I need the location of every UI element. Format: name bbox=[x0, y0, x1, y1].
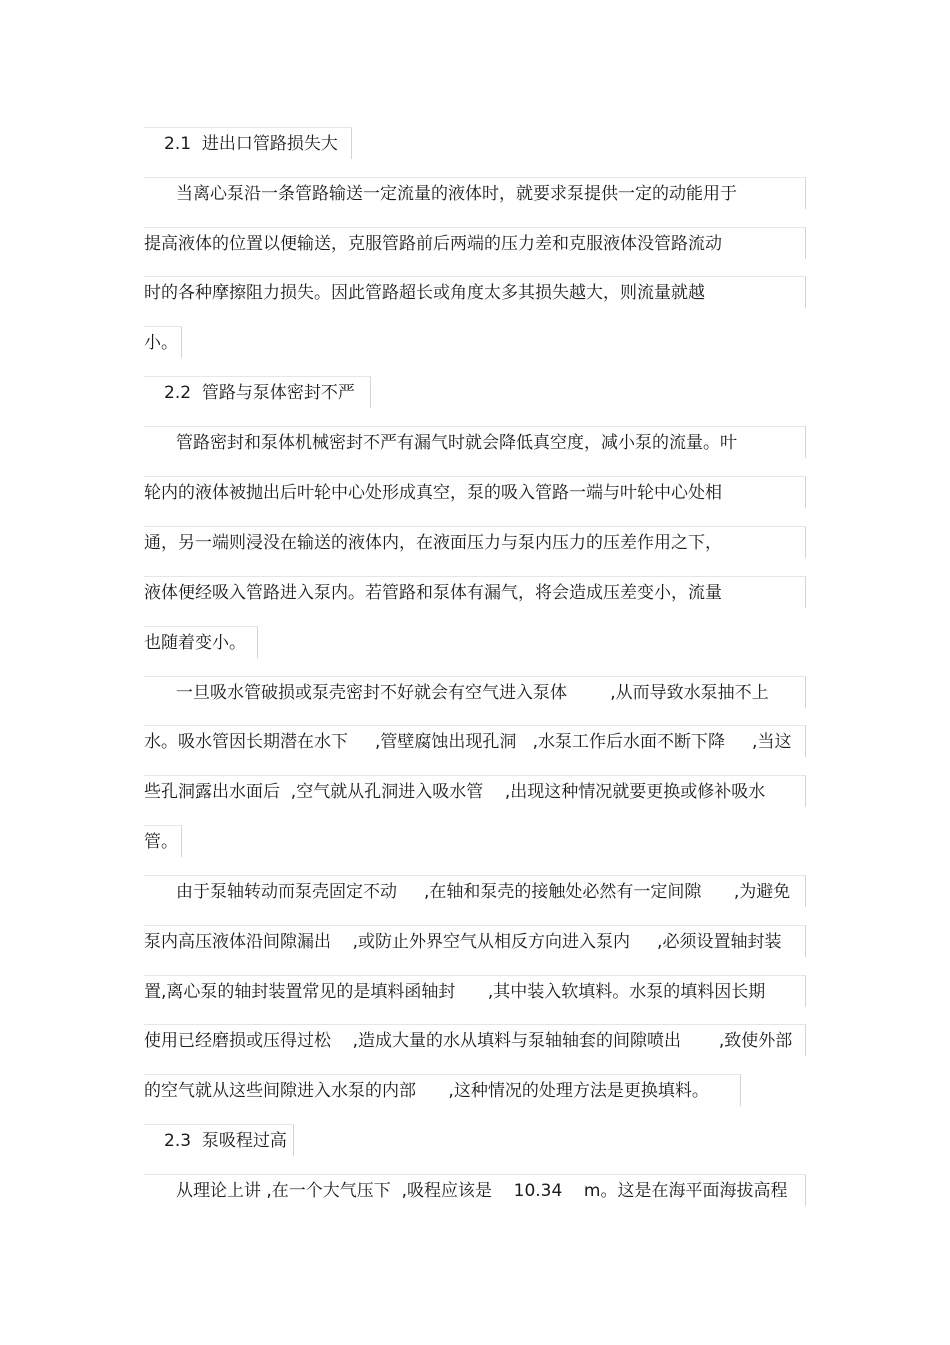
paragraph-line: 液体便经吸入管路进入泵内。若管路和泵体有漏气，将会造成压差变小，流量 bbox=[144, 576, 806, 608]
paragraph-line: 提高液体的位置以便输送，克服管路前后两端的压力差和克服液体没管路流动 bbox=[144, 227, 806, 259]
paragraph-line: 的空气就从这些间隙进入水泵的内部 ,这种情况的处理方法是更换填料。 bbox=[144, 1074, 741, 1106]
paragraph-line: 管。 bbox=[144, 825, 182, 857]
paragraph-line: 通，另一端则浸没在输送的液体内，在液面压力与泵内压力的压差作用之下， bbox=[144, 526, 806, 558]
paragraph-line: 泵内高压液体沿间隙漏出 ,或防止外界空气从相反方向进入泵内 ,必须设置轴封装 bbox=[144, 925, 806, 957]
paragraph-line: 当离心泵沿一条管路输送一定流量的液体时，就要求泵提供一定的动能用于 bbox=[144, 177, 806, 209]
paragraph-line: 也随着变小。 bbox=[144, 626, 258, 658]
paragraph-line: 从理论上讲 ,在一个大气压下 ,吸程应该是 10.34 m。这是在海平面海拔高程 bbox=[144, 1174, 806, 1206]
paragraph-line: 轮内的液体被抛出后叶轮中心处形成真空，泵的吸入管路一端与叶轮中心处相 bbox=[144, 476, 806, 508]
paragraph-line: 使用已经磨损或压得过松 ,造成大量的水从填料与泵轴轴套的间隙喷出 ,致使外部 bbox=[144, 1024, 806, 1056]
paragraph-line: 些孔洞露出水面后 ,空气就从孔洞进入吸水管 ,出现这种情况就要更换或修补吸水 bbox=[144, 775, 806, 807]
paragraph-line: 由于泵轴转动而泵壳固定不动 ,在轴和泵壳的接触处必然有一定间隙 ,为避免 bbox=[144, 875, 806, 907]
section-heading-2-3: 2.3 泵吸程过高 bbox=[144, 1124, 294, 1156]
paragraph-line: 小。 bbox=[144, 326, 182, 358]
paragraph-line: 时的各种摩擦阻力损失。因此管路超长或角度太多其损失越大，则流量就越 bbox=[144, 276, 806, 308]
paragraph-line: 水。吸水管因长期潜在水下 ,管壁腐蚀出现孔洞 ,水泵工作后水面不断下降 ,当这 bbox=[144, 725, 806, 757]
paragraph-line: 管路密封和泵体机械密封不严有漏气时就会降低真空度，减小泵的流量。叶 bbox=[144, 426, 806, 458]
paragraph-line: 置,离心泵的轴封装置常见的是填料函轴封 ,其中装入软填料。水泵的填料因长期 bbox=[144, 975, 806, 1007]
section-heading-2-2: 2.2 管路与泵体密封不严 bbox=[144, 376, 371, 408]
paragraph-line: 一旦吸水管破损或泵壳密封不好就会有空气进入泵体 ,从而导致水泵抽不上 bbox=[144, 676, 806, 708]
section-heading-2-1: 2.1 进出口管路损失大 bbox=[144, 127, 352, 159]
